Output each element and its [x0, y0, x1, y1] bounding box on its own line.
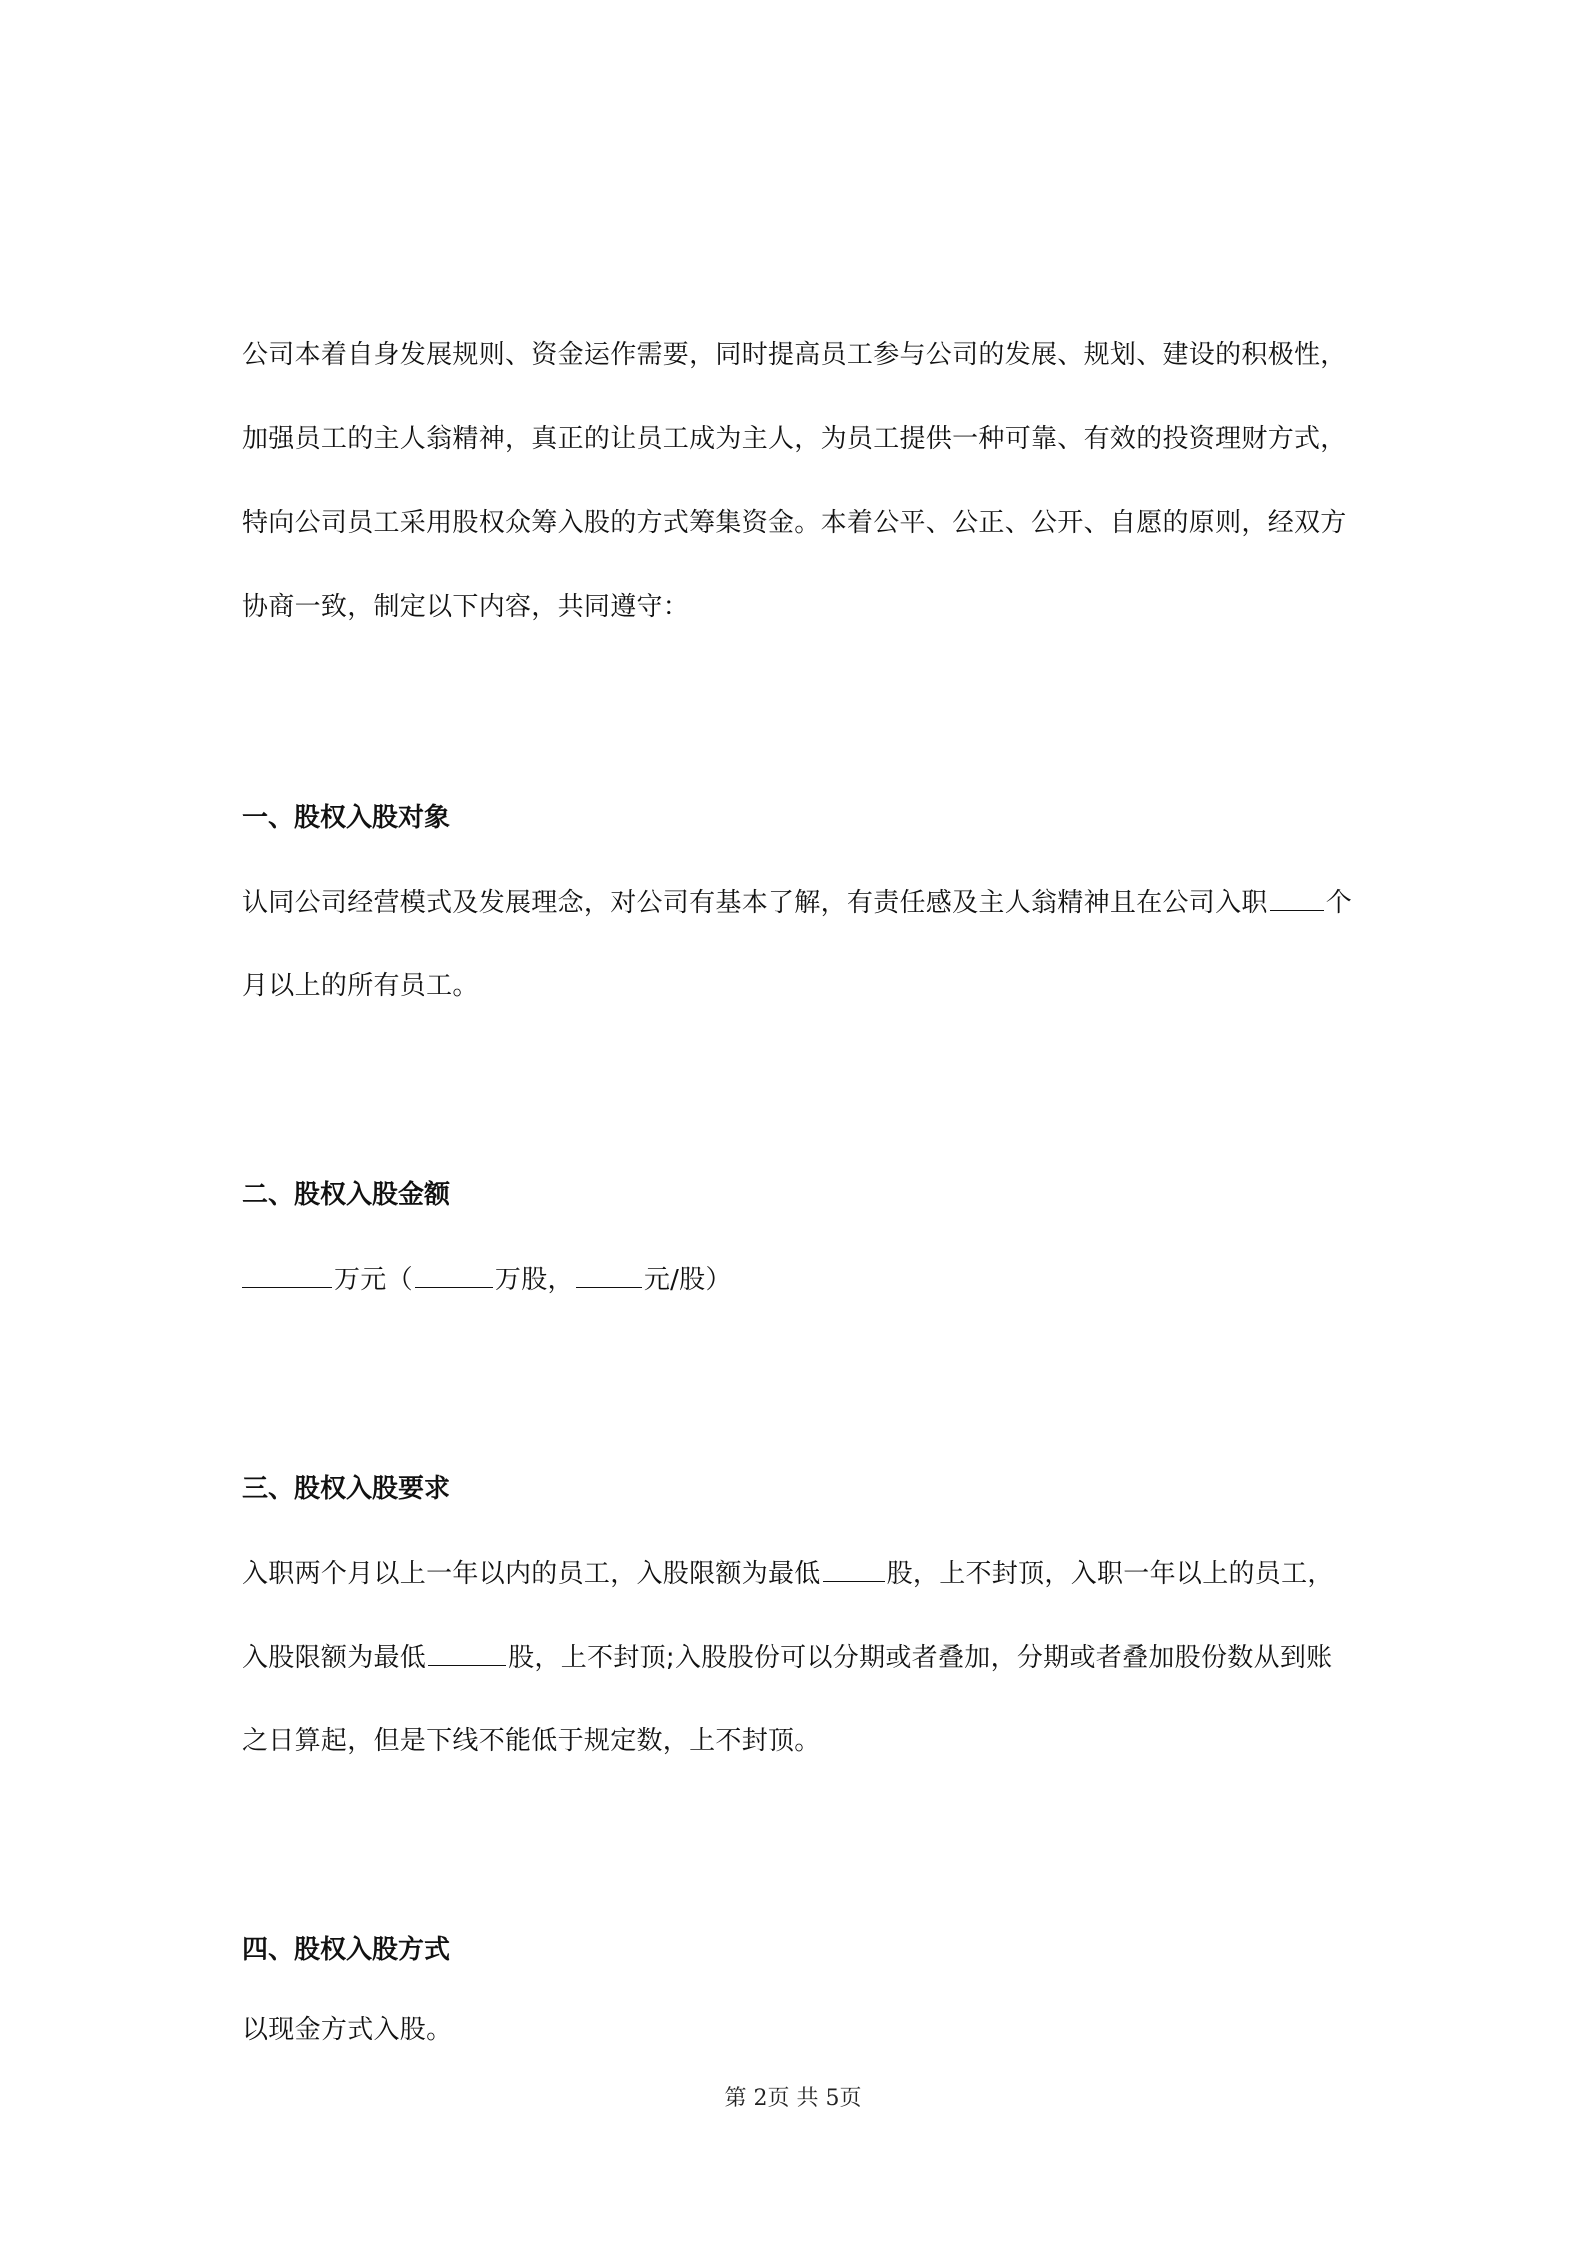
shares-wan-blank[interactable] [415, 1261, 493, 1288]
section-3-text-b: 股，上不封顶，入职一年以上的员工， [886, 1559, 1334, 1589]
section-4-line-1: 以现金方式入股。 [242, 2015, 453, 2045]
section-1-title: 一、股权入股对象 [242, 803, 451, 833]
min-shares-blank-2[interactable] [428, 1639, 506, 1666]
section-3-title: 三、股权入股要求 [242, 1474, 451, 1504]
section-2-title: 二、股权入股金额 [242, 1180, 451, 1210]
section-3-line-3: 之日算起，但是下线不能低于规定数，上不封顶。 [242, 1726, 821, 1756]
intro-line-2: 加强员工的主人翁精神，真正的让员工成为主人，为员工提供一种可靠、有效的投资理财方式， [242, 424, 1347, 454]
section-1-line-2: 月以上的所有员工。 [242, 971, 479, 1001]
section-1-line-1 [242, 884, 1352, 921]
page-footer: 第 2页 共 5页 [724, 2086, 862, 2111]
unit-wan-shares: 万股， [494, 1265, 574, 1295]
unit-wan-yuan: 万元（ [334, 1265, 413, 1295]
intro-line-3: 特向公司员工采用股权众筹入股的方式筹集资金。本着公平、公正、公开、自愿的原则，经双方 [242, 508, 1347, 538]
section-3-text-c: 入股限额为最低 [242, 1643, 427, 1673]
section-4-title: 四、股权入股方式 [242, 1935, 451, 1965]
section-3-line-2 [242, 1639, 1332, 1676]
price-per-share-blank[interactable] [576, 1261, 642, 1288]
section-3-text-d: 股，上不封顶;入股股份可以分期或者叠加，分期或者叠加股份数从到账 [508, 1643, 1333, 1673]
intro-line-1: 公司本着自身发展规则、资金运作需要，同时提高员工参与公司的发展、规划、建设的积极性， [242, 340, 1347, 370]
section-1-text-a: 认同公司经营模式及发展理念，对公司有基本了解，有责任感及主人翁精神且在公司入职 [242, 888, 1268, 918]
section-3-text-a: 入职两个月以上一年以内的员工，入股限额为最低 [242, 1559, 821, 1589]
amount-wan-yuan-blank[interactable] [242, 1261, 332, 1288]
intro-line-4: 协商一致，制定以下内容，共同遵守： [242, 592, 690, 622]
section-3-line-1 [242, 1555, 1334, 1592]
unit-yuan-per-share: 元/股） [643, 1265, 732, 1295]
section-1-text-b: 个 [1325, 888, 1353, 918]
section-2-amount-line [242, 1261, 732, 1298]
months-blank[interactable] [1270, 884, 1324, 911]
min-shares-blank-1[interactable] [823, 1555, 885, 1582]
